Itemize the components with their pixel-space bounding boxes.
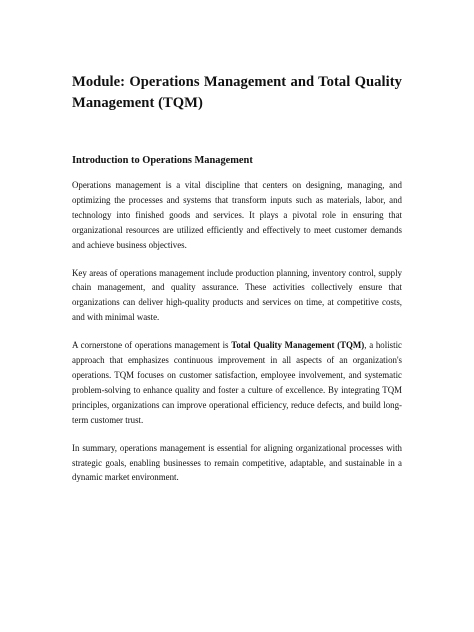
- paragraph-key-areas: Key areas of operations management include production planning, inventory control, supply chain management, and quality assurance. These activities collectively ensure that organizations can deliver high-quality products and services on time, at competitive costs, and with minimal waste.: [72, 267, 402, 323]
- paragraph-tqm-lead: A cornerstone of operations management is: [72, 340, 232, 351]
- paragraph-tqm-body: , a holistic approach that emphasizes continuous improvement in all aspects of an organization's operations. TQM focuses on customer satisfaction, employee involvement, and systematic problem-solving to enhance quality and foster a culture of excellence. By integrating TQM principles, organizations can improve operational efficiency, reduce defects, and build long-term customer trust.: [72, 340, 402, 425]
- paragraph-summary: In summary, operations management is essential for aligning organizational processes with strategic goals, enabling businesses to remain competitive, adaptable, and sustainable in a dynamic market environment.: [72, 442, 402, 483]
- document-title: Module: Operations Management and Total Quality Management (TQM): [72, 74, 402, 111]
- tqm-term: Total Quality Management (TQM): [231, 340, 365, 351]
- paragraph-intro: Operations management is a vital discipline that centers on designing, managing, and optimizing the processes and systems that transform inputs such as materials, labor, and technology into finished goods and services. It plays a pivotal role in ensuring that organizational resources are utilized efficiently and effectively to meet customer demands and achieve business objectives.: [72, 180, 402, 250]
- section-heading: Introduction to Operations Management: [72, 155, 253, 166]
- document-page: [72, 72, 402, 485]
- paragraph-tqm: [72, 338, 402, 427]
